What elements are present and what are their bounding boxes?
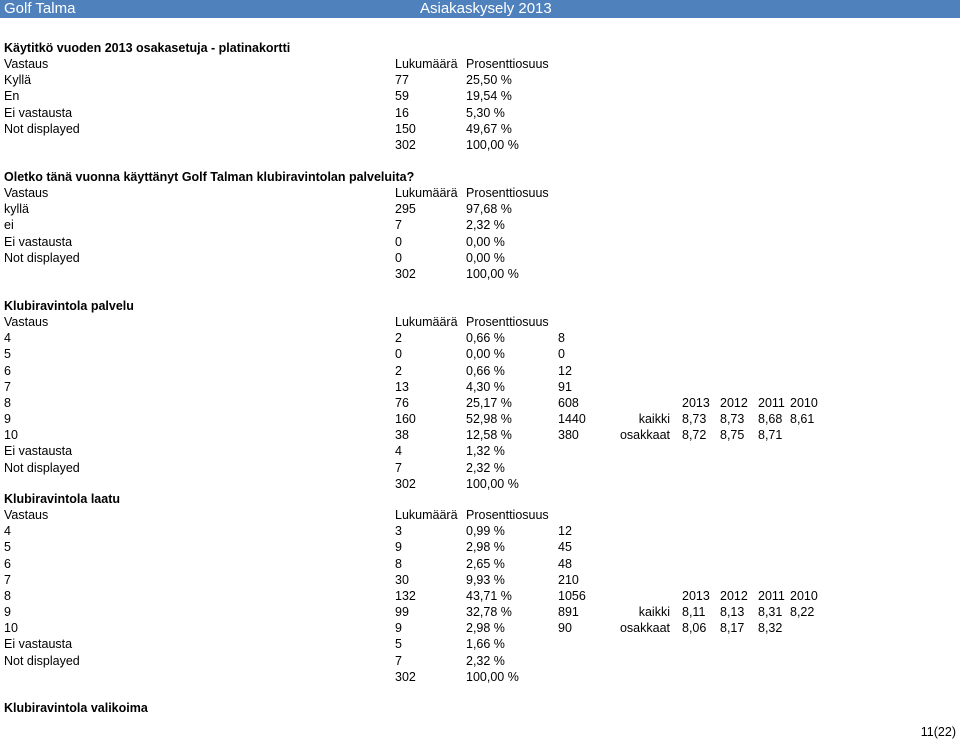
table-cell: 302 <box>395 266 416 281</box>
summary-value: 8,71 <box>758 428 783 443</box>
summary-year-header: 2010 <box>790 395 818 410</box>
header-left-title: Golf Talma <box>4 0 76 17</box>
table-cell: 7 <box>4 572 11 587</box>
table-cell: 91 <box>558 379 572 394</box>
summary-value: 8,73 <box>682 412 707 427</box>
summary-value: 8,68 <box>758 412 783 427</box>
table-cell: 0,00 % <box>466 250 505 265</box>
table-cell: 10 <box>4 621 18 636</box>
table-cell: 5 <box>4 540 11 555</box>
table-cell: 2,32 % <box>466 653 505 668</box>
table-cell: 8 <box>4 588 11 603</box>
table-cell: 2 <box>395 363 402 378</box>
section-title: Käytitkö vuoden 2013 osakasetuja - platinakortti <box>4 41 291 55</box>
section-title: Oletko tänä vuonna käyttänyt Golf Talman klubiravintolan palveluita? <box>4 170 415 184</box>
table-cell: 0,99 % <box>466 524 505 539</box>
table-cell: Not displayed <box>4 653 80 668</box>
column-header: Vastaus <box>4 315 49 330</box>
table-cell: 0,66 % <box>466 331 505 346</box>
table-cell: 7 <box>395 460 402 475</box>
table-cell: 45 <box>558 540 572 555</box>
summary-year-header: 2012 <box>720 588 748 603</box>
table-cell: 16 <box>395 105 409 120</box>
table-cell: 0,00 % <box>466 347 505 362</box>
table-cell: 32,78 % <box>466 605 512 620</box>
table-cell: 5 <box>395 637 402 652</box>
summary-value: 8,22 <box>790 605 815 620</box>
summary-value: 8,73 <box>720 412 745 427</box>
summary-value: 8,61 <box>790 412 815 427</box>
table-cell: Ei vastausta <box>4 234 73 249</box>
column-header: Vastaus <box>4 186 49 201</box>
table-cell: 30 <box>395 572 409 587</box>
table-cell: 100,00 % <box>466 476 519 491</box>
table-cell: En <box>4 89 20 104</box>
table-cell: 608 <box>558 395 579 410</box>
table-cell: 4 <box>4 524 11 539</box>
table-cell: ei <box>4 218 14 233</box>
table-cell: 25,17 % <box>466 395 512 410</box>
summary-label-osakkaat: osakkaat <box>619 428 670 443</box>
table-cell: 891 <box>558 605 579 620</box>
table-cell: 100,00 % <box>466 137 519 152</box>
table-cell: 1,66 % <box>466 637 505 652</box>
section-title: Klubiravintola valikoima <box>4 701 148 715</box>
section-title: Klubiravintola palvelu <box>4 299 134 313</box>
column-header: Prosenttiosuus <box>466 315 549 330</box>
table-cell: 99 <box>395 605 409 620</box>
table-cell: 150 <box>395 121 416 136</box>
table-cell: 8 <box>558 331 565 346</box>
table-cell: 0 <box>395 250 402 265</box>
table-cell: 52,98 % <box>466 412 512 427</box>
table-cell: 210 <box>558 572 579 587</box>
summary-year-header: 2010 <box>790 588 818 603</box>
summary-value: 8,17 <box>720 621 745 636</box>
table-cell: Kyllä <box>4 73 32 88</box>
table-cell: 7 <box>4 379 11 394</box>
section-title: Klubiravintola laatu <box>4 492 120 506</box>
table-cell: 160 <box>395 412 416 427</box>
table-cell: 9 <box>4 412 11 427</box>
page-header <box>0 0 960 18</box>
table-cell: 2,98 % <box>466 621 505 636</box>
summary-year-header: 2013 <box>682 395 710 410</box>
table-cell: Ei vastausta <box>4 105 73 120</box>
table-cell: 90 <box>558 621 572 636</box>
table-cell: 49,67 % <box>466 121 512 136</box>
table-cell: 302 <box>395 669 416 684</box>
summary-value: 8,32 <box>758 621 783 636</box>
table-cell: 5,30 % <box>466 105 505 120</box>
table-cell: 8 <box>4 395 11 410</box>
table-cell: 3 <box>395 524 402 539</box>
table-cell: 0,66 % <box>466 363 505 378</box>
table-cell: 76 <box>395 395 409 410</box>
summary-label-kaikki: kaikki <box>638 605 670 620</box>
summary-label-kaikki: kaikki <box>638 412 670 427</box>
table-cell: 5 <box>4 347 11 362</box>
table-cell: 2,65 % <box>466 556 505 571</box>
column-header: Prosenttiosuus <box>466 186 549 201</box>
table-cell: 100,00 % <box>466 669 519 684</box>
table-cell: kyllä <box>4 202 30 217</box>
table-cell: 302 <box>395 476 416 491</box>
table-cell: 9 <box>4 605 11 620</box>
table-cell: 295 <box>395 202 416 217</box>
table-cell: 0 <box>395 347 402 362</box>
table-cell: 9 <box>395 621 402 636</box>
table-cell: 6 <box>4 363 11 378</box>
summary-value: 8,72 <box>682 428 707 443</box>
table-cell: 2,32 % <box>466 218 505 233</box>
summary-value: 8,31 <box>758 605 783 620</box>
table-cell: 59 <box>395 89 409 104</box>
table-cell: Not displayed <box>4 121 80 136</box>
table-cell: 19,54 % <box>466 89 512 104</box>
summary-value: 8,13 <box>720 605 745 620</box>
table-cell: 1056 <box>558 588 586 603</box>
summary-value: 8,75 <box>720 428 745 443</box>
summary-value: 8,11 <box>682 605 706 620</box>
table-cell: 2,98 % <box>466 540 505 555</box>
table-cell: 380 <box>558 428 579 443</box>
summary-year-header: 2013 <box>682 588 710 603</box>
table-cell: 12 <box>558 363 572 378</box>
table-cell: 48 <box>558 556 572 571</box>
summary-year-header: 2012 <box>720 395 748 410</box>
table-cell: 0 <box>395 234 402 249</box>
table-cell: 0,00 % <box>466 234 505 249</box>
table-cell: 4,30 % <box>466 379 505 394</box>
table-cell: 1,32 % <box>466 444 505 459</box>
summary-year-header: 2011 <box>758 588 785 603</box>
column-header: Lukumäärä <box>395 186 458 201</box>
table-cell: 1440 <box>558 412 586 427</box>
column-header: Vastaus <box>4 57 49 72</box>
table-cell: 25,50 % <box>466 73 512 88</box>
column-header: Lukumäärä <box>395 315 458 330</box>
summary-label-osakkaat: osakkaat <box>619 621 670 636</box>
table-cell: 132 <box>395 588 416 603</box>
table-cell: 10 <box>4 428 18 443</box>
column-header: Lukumäärä <box>395 508 458 523</box>
table-cell: 6 <box>4 556 11 571</box>
table-cell: 9,93 % <box>466 572 505 587</box>
table-cell: 100,00 % <box>466 266 519 281</box>
table-cell: 12 <box>558 524 572 539</box>
table-cell: 4 <box>4 331 11 346</box>
table-cell: 7 <box>395 218 402 233</box>
table-cell: 2 <box>395 331 402 346</box>
column-header: Lukumäärä <box>395 57 458 72</box>
table-cell: 97,68 % <box>466 202 512 217</box>
table-cell: 0 <box>558 347 565 362</box>
table-cell: 302 <box>395 137 416 152</box>
table-cell: 9 <box>395 540 402 555</box>
table-cell: Not displayed <box>4 460 80 475</box>
summary-value: 8,06 <box>682 621 707 636</box>
column-header: Prosenttiosuus <box>466 57 549 72</box>
table-cell: Ei vastausta <box>4 637 73 652</box>
table-cell: 13 <box>395 379 409 394</box>
column-header: Vastaus <box>4 508 49 523</box>
header-right-title: Asiakaskysely 2013 <box>420 0 552 17</box>
table-cell: 4 <box>395 444 402 459</box>
table-cell: 77 <box>395 73 409 88</box>
table-cell: 2,32 % <box>466 460 505 475</box>
page-number: 11(22) <box>920 725 956 739</box>
table-cell: 7 <box>395 653 402 668</box>
summary-year-header: 2011 <box>758 395 785 410</box>
table-cell: Not displayed <box>4 250 80 265</box>
column-header: Prosenttiosuus <box>466 508 549 523</box>
table-cell: 43,71 % <box>466 588 512 603</box>
table-cell: 38 <box>395 428 409 443</box>
table-cell: 12,58 % <box>466 428 512 443</box>
table-cell: Ei vastausta <box>4 444 73 459</box>
table-cell: 8 <box>395 556 402 571</box>
